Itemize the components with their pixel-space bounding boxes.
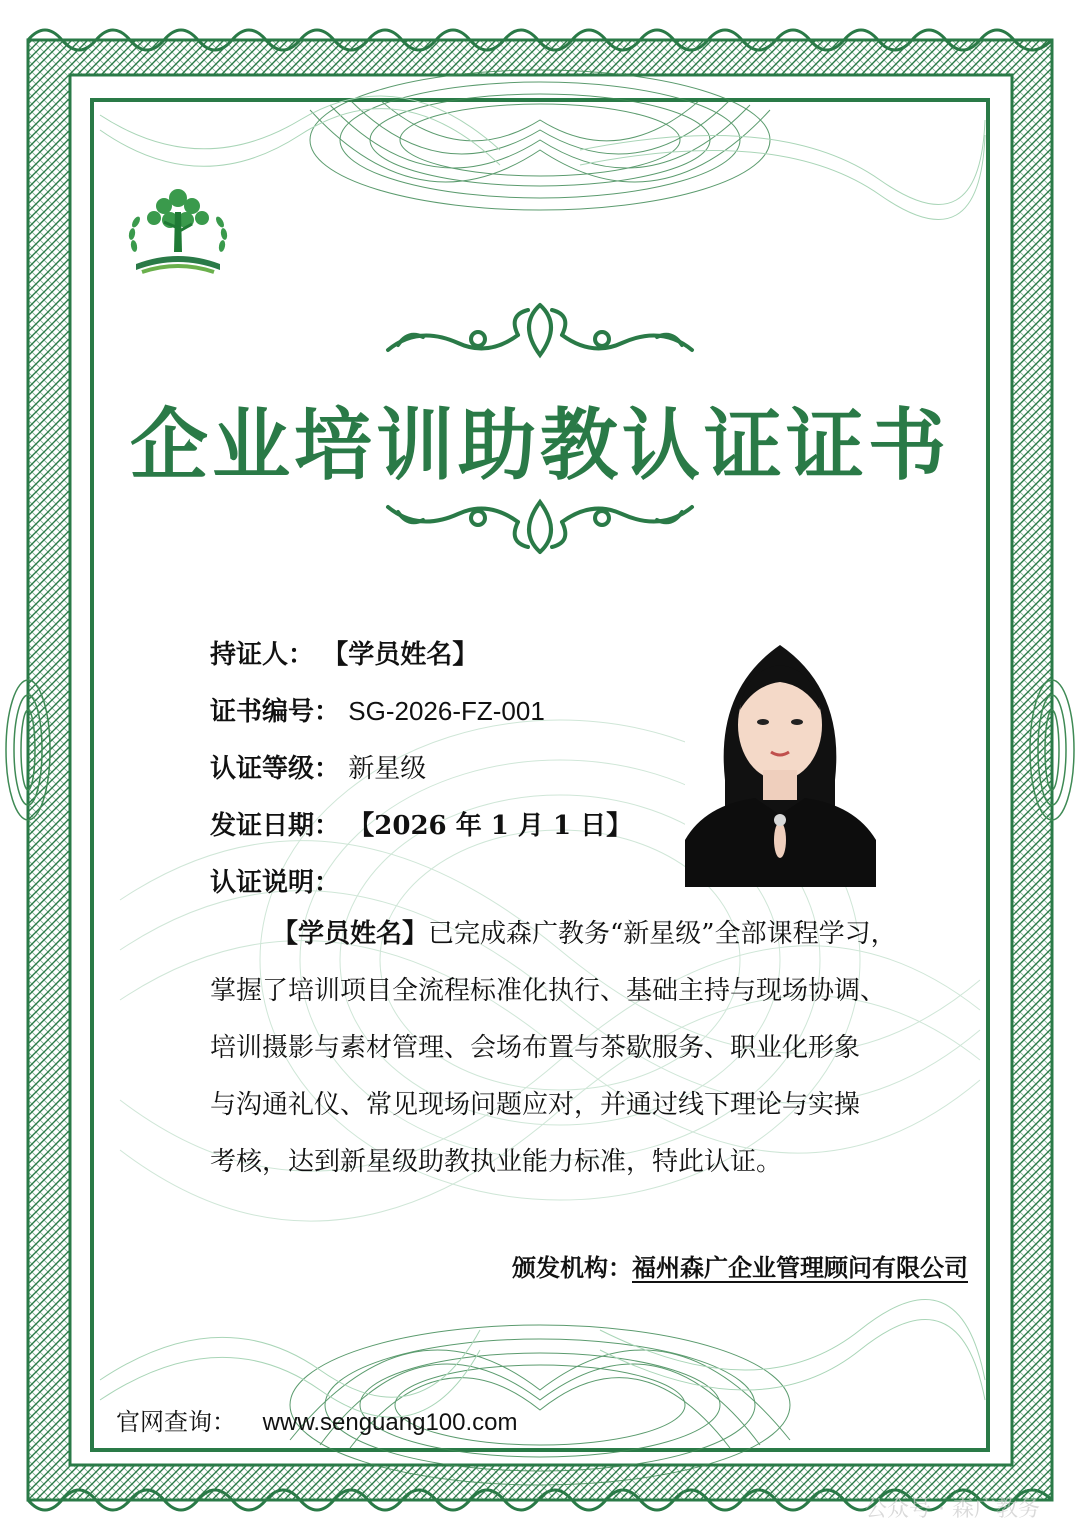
bottom-light-waves [100,1300,985,1418]
description-line-2: 掌握了培训项目全流程标准化执行、基础主持与现场协调、 [210,976,887,1006]
issue-date-label: 发证日期： [210,811,341,841]
holder-value: 【学员姓名】 [322,640,479,670]
description-line-3: 培训摄影与素材管理、会场布置与茶歇服务、职业化形象 [210,1033,861,1063]
issue-date-row [210,805,632,842]
watermark: 公众号 · 森广教务 [865,1497,1040,1522]
description-label-row [210,862,340,899]
cert-number-row [210,691,545,728]
description-line-4: 与沟通礼仪、常见现场问题应对，并通过线下理论与实操 [210,1090,861,1120]
holder-label: 持证人： [210,640,315,670]
vine-flourish-icon [378,295,702,365]
issuer-label: 颁发机构： [512,1254,632,1282]
issue-date-value: 【2026 年 1 月 1 日】 [348,811,633,841]
description-line-5: 考核，达到新星级助教执业能力标准，特此认证。 [210,1147,783,1177]
description-lead: 【学员姓名】 [272,919,429,949]
holder-row [210,634,478,671]
website-url[interactable]: www.senguang100.com [262,1409,518,1436]
description-line-1-text: 已完成森广教务“新星级”全部课程学习， [428,919,897,949]
level-label: 认证等级： [210,754,341,784]
description-label: 认证说明： [210,868,341,898]
holder-photo [685,630,876,887]
website-line [116,1402,518,1437]
level-row [210,748,426,785]
website-label: 官网查询： [116,1408,236,1436]
portrait-image [685,630,876,887]
cert-number-label: 证书编号： [210,697,341,727]
cert-number-value: SG-2026-FZ-001 [348,696,545,726]
top-guilloche [310,70,770,210]
description-paragraph [210,906,930,1191]
vine-flourish-icon [378,492,702,562]
issuer-line [512,1248,968,1283]
level-value: 新星级 [348,754,427,784]
tree-book-logo-icon [122,182,234,280]
issuer-name: 福州森广企业管理顾问有限公司 [632,1254,968,1282]
certificate-title: 企业培训助教认证证书 [129,401,950,491]
description-line-1 [210,906,930,963]
